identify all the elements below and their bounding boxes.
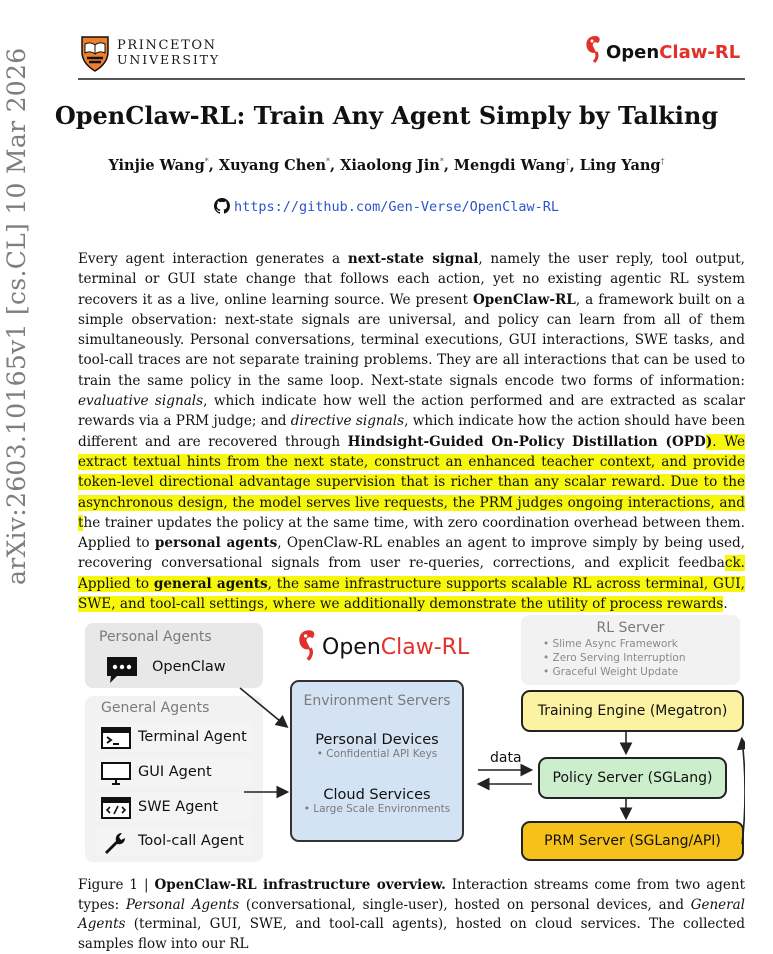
- caption-segment: (terminal, GUI, SWE, and tool-call agents), hosted on cloud services. The collected samples flow into our RL: [78, 916, 745, 952]
- arxiv-stamp: arXiv:2603.10165v1 [cs.CL] 10 Mar 2026: [2, 47, 31, 585]
- abstract-segment: , which indicate how the action should have been different and are recovered through: [78, 413, 745, 450]
- author-mark: *: [439, 157, 444, 167]
- terminal-agent-label: Terminal Agent: [138, 729, 247, 745]
- github-url-link[interactable]: https://github.com/Gen-Verse/OpenClaw-RL: [233, 199, 560, 215]
- caption-segment: General Agents: [78, 896, 745, 932]
- abstract-segment: , namely the user reply, tool output, terminal or GUI state change that follows each action, yet no existing agentic RL system recovers it as a live, online learning source. We present: [78, 251, 746, 308]
- abstract-segment: general agents: [153, 575, 268, 592]
- prm-server-label: PRM Server (SGLang/API): [544, 833, 721, 849]
- policy-server-label: Policy Server (SGLang): [552, 770, 713, 786]
- flow-arrows: [78, 612, 745, 872]
- caption-segment: Interaction streams come from two agent types:: [78, 877, 746, 913]
- cloud-services-label: Cloud Services: [323, 787, 431, 803]
- infrastructure-figure: [78, 612, 745, 872]
- author-mark: *: [204, 157, 209, 167]
- figure-caption: [78, 876, 745, 954]
- brand-claw-text: Claw-RL: [659, 42, 741, 63]
- rl-item: • Slime Async Framework: [543, 638, 678, 650]
- university-line1: PRINCETON: [117, 38, 217, 53]
- caption-segment: Figure 1 |: [78, 877, 155, 893]
- paper-title: OpenClaw-RL: Train Any Agent Simply by Talking: [54, 101, 719, 130]
- abstract-segment: Hindsight-Guided On-Policy Distillation (OPD: [347, 433, 706, 450]
- abstract-segment: , OpenClaw-RL enables an agent to improve simply by being used, recovering conversational signals from user re-queries, corrections, and explicit feedba: [78, 535, 746, 572]
- tool-call-agent-label: Tool-call Agent: [138, 833, 244, 849]
- caption-segment: (conversational, single-user), hosted on personal devices, and: [239, 896, 691, 913]
- github-link-line: [0, 198, 773, 215]
- data-flow-label: data: [490, 750, 522, 766]
- abstract-segment: , which indicate how well the action performed and are extracted as scalar rewards via a PRM judge; and: [78, 393, 745, 430]
- author-name: Ling Yang: [579, 157, 661, 174]
- rl-item: • Zero Serving Interruption: [543, 652, 686, 664]
- openclaw-label: OpenClaw: [152, 659, 226, 675]
- gui-agent-label: GUI Agent: [138, 764, 212, 780]
- figure-brand-open: Open: [322, 635, 381, 660]
- swe-agent-label: SWE Agent: [138, 799, 219, 815]
- author-mark: †: [660, 157, 665, 167]
- abstract-segment: next-state signal: [347, 251, 479, 267]
- abstract-segment: OpenClaw-RL: [472, 291, 576, 308]
- abstract-segment: Every agent interaction generates a: [78, 251, 348, 267]
- author-name: Xuyang Chen: [218, 157, 327, 174]
- abstract-segment: , the same infrastructure supports scalable RL across terminal, GUI, SWE, and tool-call settings, where we additionally demonstrate the utility of process rewards: [78, 575, 745, 613]
- author-name: Xiaolong Jin: [340, 157, 440, 174]
- training-engine-label: Training Engine (Megatron): [537, 703, 728, 719]
- author-mark: †: [565, 157, 570, 167]
- abstract-segment: .: [723, 596, 728, 613]
- abstract-segment: , a framework built on a simple observation: next-state signals are universal, and policy can learn from all of them simultaneously. Personal conversations, terminal executions, GUI interactions, SWE tasks, and tool-call traces are not separate training problems. They are all interactions that can be used to train the same policy in the same loop. Next-state signals encode two forms of information:: [78, 291, 745, 389]
- abstract-segment: he trainer updates the policy at the same time, with zero coordination overhead between them. Applied to: [78, 514, 745, 552]
- personal-devices-label: Personal Devices: [315, 732, 439, 748]
- author-list: Yinjie Wang*, Xuyang Chen*, Xiaolong Jin*, Mengdi Wang†, Ling Yang†: [108, 157, 665, 174]
- abstract-segment: ): [705, 433, 713, 450]
- cloud-services-note: • Large Scale Environments: [303, 803, 451, 815]
- header-divider: [78, 78, 745, 80]
- author-name: Yinjie Wang: [108, 157, 205, 174]
- personal-agents-title: Personal Agents: [99, 629, 212, 645]
- lobster-claw-icon: [584, 34, 606, 64]
- abstract-segment: personal agents: [154, 535, 278, 552]
- author-mark: *: [326, 157, 331, 167]
- abstract-segment: evaluative signals: [78, 393, 204, 410]
- abstract-segment: . We extract textual hints from the next state, construct an enhanced teacher context, and provide token-level directional advantage supervision that is richer than any scalar reward. Due to the asynchronous design, the model serves live requests, the PRM judges ongoing interactions, and t: [78, 433, 745, 531]
- general-agents-title: General Agents: [101, 700, 210, 716]
- author-name: Mengdi Wang: [453, 157, 566, 174]
- openclaw-rl-logo: [584, 34, 740, 64]
- personal-devices-note: • Confidential API Keys: [316, 748, 438, 760]
- caption-segment: OpenClaw-RL infrastructure overview.: [154, 877, 446, 893]
- abstract-text: [78, 249, 745, 614]
- environment-servers-title: Environment Servers: [303, 693, 451, 709]
- university-name: [117, 39, 220, 67]
- brand-open-text: Open: [606, 42, 660, 63]
- university-line2: UNIVERSITY: [117, 52, 221, 67]
- rl-item: • Graceful Weight Update: [543, 666, 679, 678]
- princeton-shield-logo: [80, 34, 110, 72]
- abstract-segment: ck. Applied to: [78, 555, 745, 592]
- rl-server-title: RL Server: [596, 620, 665, 636]
- caption-segment: Personal Agents: [125, 896, 240, 913]
- abstract-segment: directive signals: [290, 413, 405, 430]
- figure-brand-claw: Claw-RL: [380, 635, 470, 660]
- github-icon: [214, 198, 230, 214]
